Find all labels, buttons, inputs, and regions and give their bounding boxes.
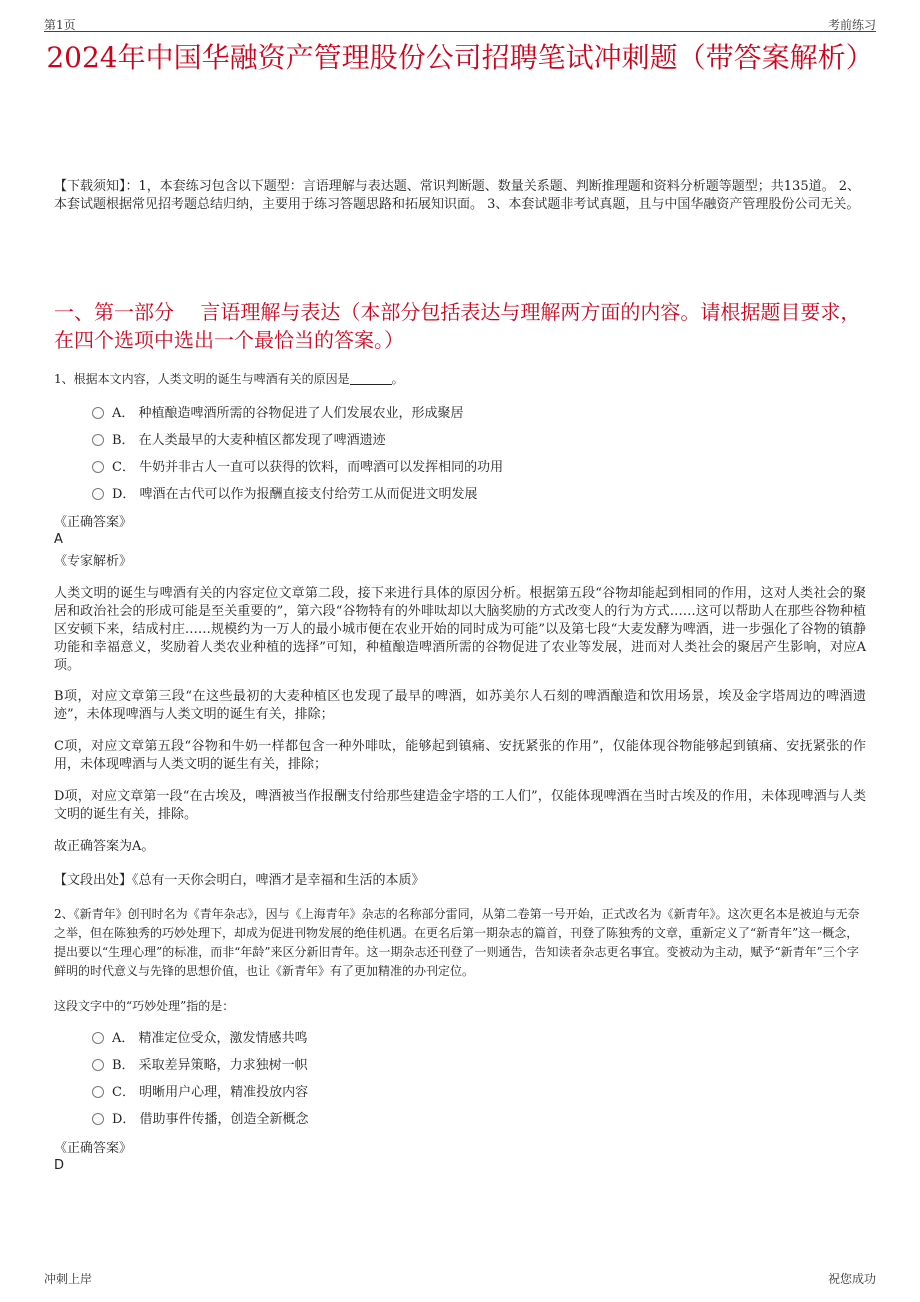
analysis-paragraph: 人类文明的诞生与啤酒有关的内容定位文章第二段，接下来进行具体的原因分析。根据第五段“谷物却能起到相同的作用，这对人类社会的聚居和政治社会的形成可能是至关重要的”，第六段“谷物特有的外啡呔却以大脑奖励的方式改变人的行为方式……这可以帮助人在那些谷物种植区安顿下来，结成村庄……规模约为一万人的最小城市便在农业开始的同时成为可能”以及第七段“大麦发酵为啤酒，进一步强化了谷物的镇静功能和幸福意义，奖励着人类农业种植的选择”可知，种植酿造啤酒所需的谷物促进了农业等发展，进而对人类社会的聚居产生影响，对应A项。 [54, 586, 866, 673]
question-1-options [92, 400, 503, 508]
radio-icon[interactable] [92, 1086, 104, 1098]
option-label: C． 明晰用户心理，精准投放内容 [112, 1085, 309, 1100]
option-label: B． 采取差异策略，力求独树一帜 [112, 1058, 308, 1073]
page-number: 第1页 [44, 18, 76, 32]
option-c[interactable] [92, 1079, 309, 1106]
analysis-paragraph: D项，对应文章第一段“在古埃及，啤酒被当作报酬支付给那些建造金字塔的工人们”，仅能体现啤酒在当时古埃及的作用，未体现啤酒与人类文明的诞生有关，排除。 [54, 789, 866, 822]
option-d[interactable] [92, 1106, 309, 1133]
header-tag: 考前练习 [827, 18, 876, 32]
radio-icon[interactable] [92, 434, 104, 446]
option-d[interactable] [92, 481, 503, 508]
radio-icon[interactable] [92, 407, 104, 419]
header-divider [44, 31, 876, 32]
download-notice: 【下载须知】：1，本套练习包含以下题型：言语理解与表达题、常识判断题、数量关系题、判断推理题和资料分析题等题型；共135道。 2、本套试题根据常见招考题总结归纳，主要用于练习答题思路和拓展知识面。 3、本套试题非考试真题，且与中国华融资产管理股份公司无关。 [54, 179, 860, 212]
option-label: B． 在人类最早的大麦种植区都发现了啤酒遗迹 [112, 433, 386, 448]
correct-answer-label: 《正确答案》 [54, 1141, 133, 1156]
question-1-stem [54, 370, 866, 389]
question-2-options [92, 1025, 309, 1133]
question-2-prompt: 这段文字中的“巧妙处理”指的是： [54, 999, 235, 1013]
radio-icon[interactable] [92, 488, 104, 500]
option-c[interactable] [92, 454, 503, 481]
footer-right: 祝您成功 [827, 1272, 876, 1286]
correct-answer: A [54, 532, 63, 547]
analysis-conclusion: 故正确答案为A。 [54, 839, 155, 854]
option-label: A． 种植酿造啤酒所需的谷物促进了人们发展农业，形成聚居 [112, 406, 464, 421]
question-1-stem-end: 。 [391, 372, 404, 386]
answer-blank [350, 372, 392, 385]
option-b[interactable] [92, 1052, 309, 1079]
radio-icon[interactable] [92, 1059, 104, 1071]
option-label: A． 精准定位受众，激发情感共鸣 [112, 1031, 308, 1046]
radio-icon[interactable] [92, 1113, 104, 1125]
question-2-stem: 2、《新青年》创刊时名为《青年杂志》，因与《上海青年》杂志的名称部分雷同，从第二卷第一号开始，正式改名为《新青年》。这次更名本是被迫与无奈之举，但在陈独秀的巧妙处理下，却成为促进刊物发展的绝佳机遇。在更名后第一期杂志的篇首，刊登了陈独秀的文章，重新定义了“新青年”这一概念，提出要以“生理心理”的标准，而非“年龄”来区分新旧青年。这一期杂志还刊登了一则通告，告知读者杂志更名事宜。变被动为主动，赋予“新青年”三个字鲜明的时代意义与先锋的思想价值，也让《新青年》有了更加精准的办刊定位。 [54, 907, 860, 978]
option-b[interactable] [92, 427, 503, 454]
radio-icon[interactable] [92, 461, 104, 473]
option-a[interactable] [92, 400, 503, 427]
analysis-paragraph: B项，对应文章第三段“在这些最初的大麦种植区也发现了最早的啤酒，如苏美尔人石刻的啤酒酿造和饮用场景，埃及金字塔周边的啤酒遗迹”，未体现啤酒与人类文明的诞生有关，排除； [54, 689, 866, 722]
option-label: C． 牛奶并非古人一直可以获得的饮料，而啤酒可以发挥相同的功用 [112, 460, 504, 475]
option-label: D． 啤酒在古代可以作为报酬直接支付给劳工从而促进文明发展 [112, 487, 478, 502]
source-citation: 【文段出处】《总有一天你会明白，啤酒才是幸福和生活的本质》 [54, 873, 425, 888]
option-a[interactable] [92, 1025, 309, 1052]
question-1-stem-text: 1、根据本文内容，人类文明的诞生与啤酒有关的原因是 [54, 372, 350, 386]
section-title: 一、第一部分 言语理解与表达（本部分包括表达与理解两方面的内容。请根据题目要求，在四个选项中选出一个最恰当的答案。） [54, 300, 861, 352]
analysis-label: 《专家解析》 [54, 554, 133, 569]
analysis-paragraph: C项，对应文章第五段“谷物和牛奶一样都包含一种外啡呔，能够起到镇痛、安抚紧张的作用”，仅能体现谷物能够起到镇痛、安抚紧张的作用，未体现啤酒与人类文明的诞生有关，排除； [54, 739, 866, 772]
correct-answer: D [54, 1158, 65, 1173]
option-label: D． 借助事件传播，创造全新概念 [112, 1112, 309, 1127]
page-header [44, 12, 876, 32]
radio-icon[interactable] [92, 1032, 104, 1044]
footer-left: 冲刺上岸 [44, 1272, 93, 1286]
correct-answer-label: 《正确答案》 [54, 515, 133, 530]
document-title: 2024年中国华融资产管理股份公司招聘笔试冲刺题（带答案解析） [46, 41, 874, 74]
